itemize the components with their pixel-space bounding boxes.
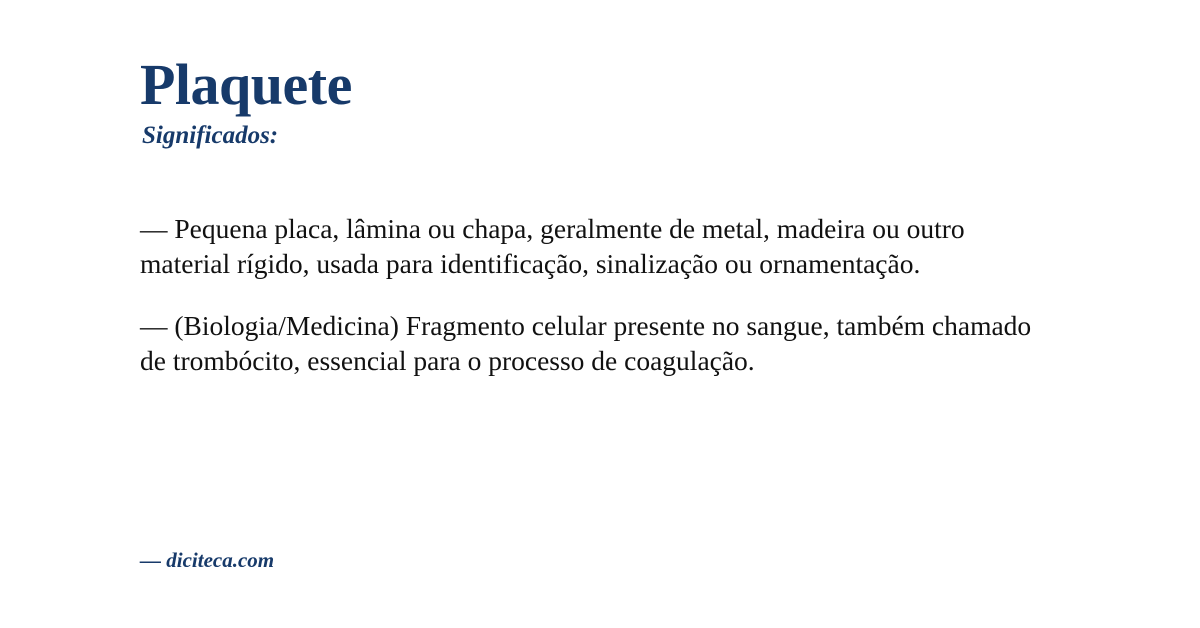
definitions-list bbox=[140, 212, 1060, 379]
source-attribution: — diciteca.com bbox=[140, 548, 275, 572]
page-title: Plaquete bbox=[140, 52, 352, 117]
subtitle-label: Significados: bbox=[142, 121, 279, 149]
list-item: — (Biologia/Medicina) Fragmento celular presente no sangue, também chamado de trombócito, essencial para o processo de coagulação. bbox=[140, 310, 1032, 376]
list-item: — Pequena placa, lâmina ou chapa, geralmente de metal, madeira ou outro material rígido, usada para identificação, sinalização ou ornamentação. bbox=[140, 212, 965, 279]
